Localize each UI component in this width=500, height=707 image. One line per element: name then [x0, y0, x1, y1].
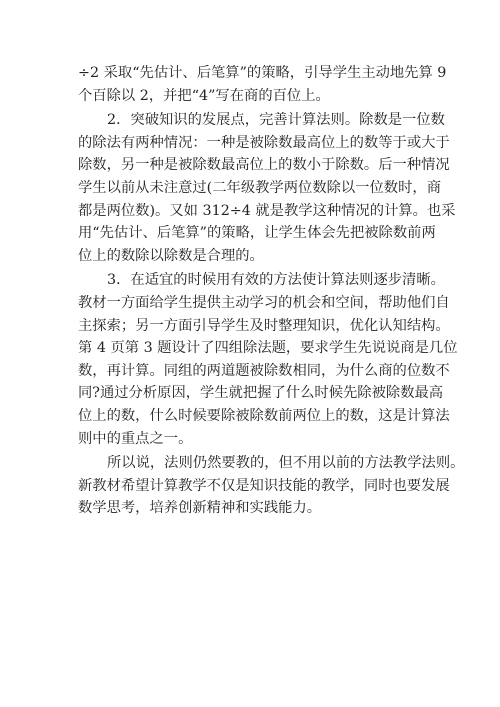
text-line: 位上的数除以除数是合理的。	[78, 247, 264, 264]
document-page	[78, 62, 465, 520]
text-line: 教材一方面给学生提供主动学习的机会和空间，帮助他们自	[78, 294, 450, 311]
text-line: 主探索；另一方面引导学生及时整理知识，优化认知结构。	[78, 317, 450, 334]
text-line: 所以说，法则仍然要教的，但不用以前的方法教学法则。	[107, 455, 465, 472]
text-line: 数，再计算。同组的两道题被除数相同，为什么商的位数不	[78, 362, 450, 379]
text-line: 用“先估计、后笔算”的策略，让学生体会先把被除数前两	[78, 225, 436, 242]
text-line: 都是两位数)。又如 312÷4 就是教学这种情况的计算。也采	[78, 202, 456, 219]
text-line: 除数，另一种是被除数最高位上的数小于除数。后一种情况	[78, 157, 450, 174]
text-line: 位上的数，什么时候要除被除数前两位上的数，这是计算法	[78, 407, 450, 424]
text-line: 的除法有两种情况：一种是被除数最高位上的数等于或大于	[78, 134, 450, 151]
paragraph-4	[78, 452, 465, 520]
text-line: 2．突破知识的发展点，完善计算法则。除数是一位数	[107, 112, 445, 129]
text-line: 3．在适宜的时候用有效的方法使计算法则逐步清晰。	[107, 272, 445, 289]
text-line: 学生以前从未注意过(二年级教学两位数除以一位数时，商	[78, 179, 441, 196]
paragraph-1	[78, 62, 447, 107]
text-line: 同?通过分析原因，学生就把握了什么时候先除被除数最高	[78, 385, 444, 402]
text-line: 第 4 页第 3 题设计了四组除法题，要求学生先说说商是几位	[78, 340, 458, 357]
paragraph-3	[78, 269, 458, 450]
paragraph-2	[78, 109, 456, 267]
text-line: 新教材希望计算教学不仅是知识技能的教学，同时也要发展	[78, 477, 450, 494]
text-line: ÷2 采取“先估计、后笔算”的策略，引导学生主动地先算 9	[78, 65, 447, 81]
text-line: 则中的重点之一。	[78, 430, 193, 447]
text-line: 数学思考，培养创新精神和实践能力。	[78, 500, 322, 517]
text-line: 个百除以 2，并把“4”写在商的百位上。	[78, 87, 330, 104]
